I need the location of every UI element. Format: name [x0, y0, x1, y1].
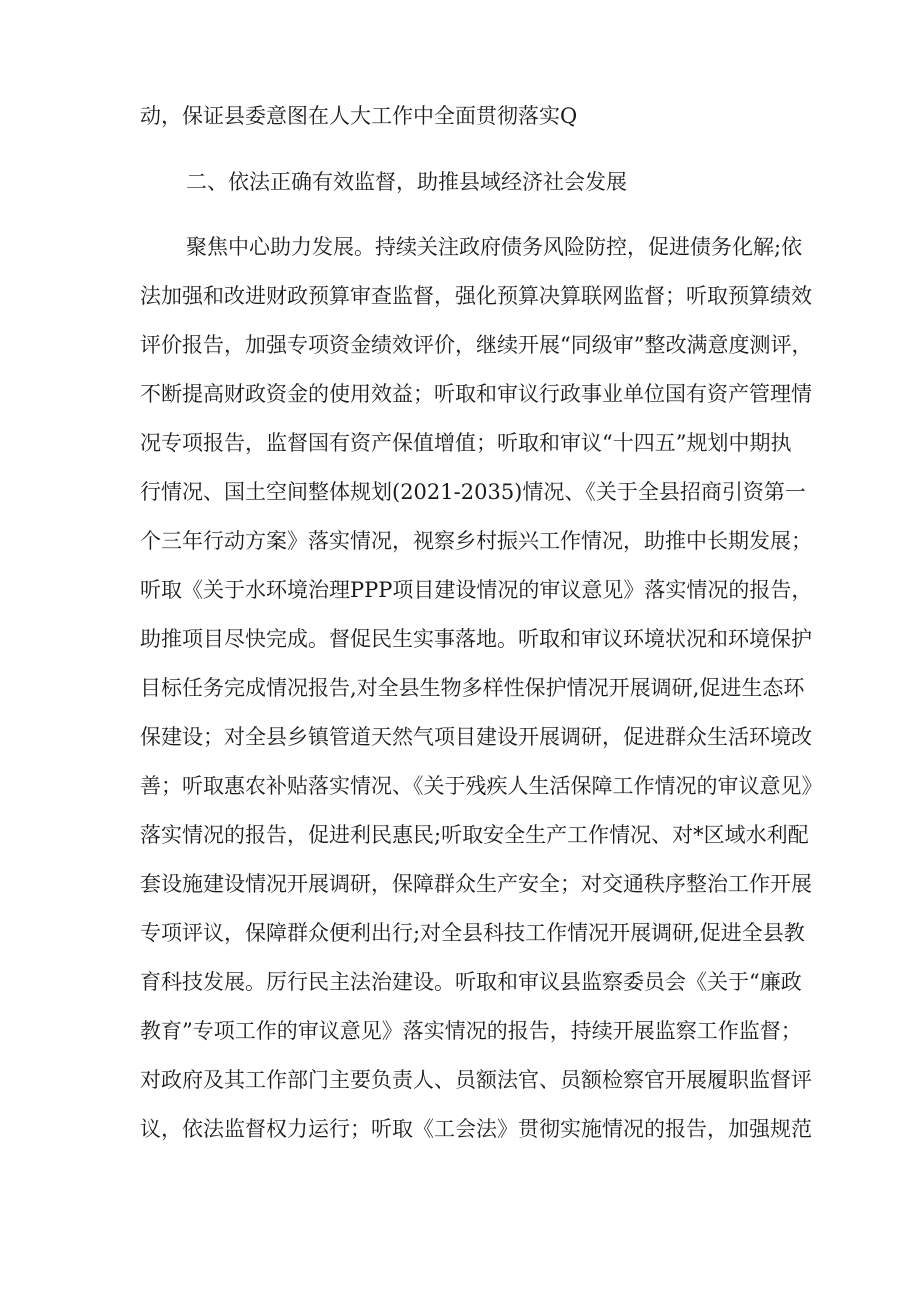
- body-line-5: 评价报告，加强专项资金绩效评价，继续开展“同级审”整改满意度测评，: [140, 333, 813, 357]
- body-line-4: 法加强和改进财政预算审查监督，强化预算决算联网监督；听取预算绩效: [140, 284, 812, 308]
- body-line-16: 套设施建设情况开展调研，保障群众生产安全；对交通秩序整治工作开展: [140, 872, 812, 896]
- body-line-9: 个三年行动方案》落实情况，视察乡村振兴工作情况，助推中长期发展；: [140, 529, 812, 553]
- body-line-21: 议，依法监督权力运行；听取《工会法》贯彻实施情况的报告，加强规范: [140, 1117, 812, 1141]
- body-line-paragraph-start: 聚焦中心助力发展。持续关注政府债务风险防控，促进债务化解;依: [186, 235, 803, 259]
- body-line-15: 落实情况的报告，促进利民惠民;听取安全生产工作情况、对*区域水利配: [140, 823, 809, 847]
- body-line-17: 专项评议，保障群众便利出行;对全县科技工作情况开展调研,促进全县教: [140, 921, 805, 945]
- body-line-8: 行情况、国土空间整体规划(2021-2035)情况、《关于全县招商引资第一: [140, 480, 806, 504]
- section-heading: 二、依法正确有效监督，助推县域经济社会发展: [186, 170, 627, 194]
- body-line-19: 教育”专项工作的审议意见》落实情况的报告，持续开展监察工作监督；: [140, 1019, 802, 1043]
- body-line-1: 动，保证县委意图在人大工作中全面贯彻落实Q: [140, 104, 578, 128]
- body-line-10: 听取《关于水环境治理PPP项目建设情况的审议意见》落实情况的报告，: [140, 578, 813, 602]
- body-line-12: 目标任务完成情况报告,对全县生物多样性保护情况开展调研,促进生态环: [140, 676, 805, 700]
- body-line-11: 助推项目尽快完成。督促民生实事落地。听取和审议环境状况和环境保护: [140, 627, 812, 651]
- body-line-18: 育科技发展。厉行民主法治建设。听取和审议县监察委员会《关于“廉政: [140, 970, 802, 994]
- body-line-7: 况专项报告，监督国有资产保值增值；听取和审议“十四五”规划中期执: [140, 431, 792, 455]
- body-line-13: 保建设；对全县乡镇管道天然气项目建设开展调研，促进群众生活环境改: [140, 725, 812, 749]
- body-line-20: 对政府及其工作部门主要负责人、员额法官、员额检察官开展履职监督评: [140, 1068, 812, 1092]
- body-line-6: 不断提高财政资金的使用效益；听取和审议行政事业单位国有资产管理情: [140, 382, 812, 406]
- body-line-14: 善；听取惠农补贴落实情况、《关于残疾人生活保障工作情况的审议意见》: [140, 774, 823, 798]
